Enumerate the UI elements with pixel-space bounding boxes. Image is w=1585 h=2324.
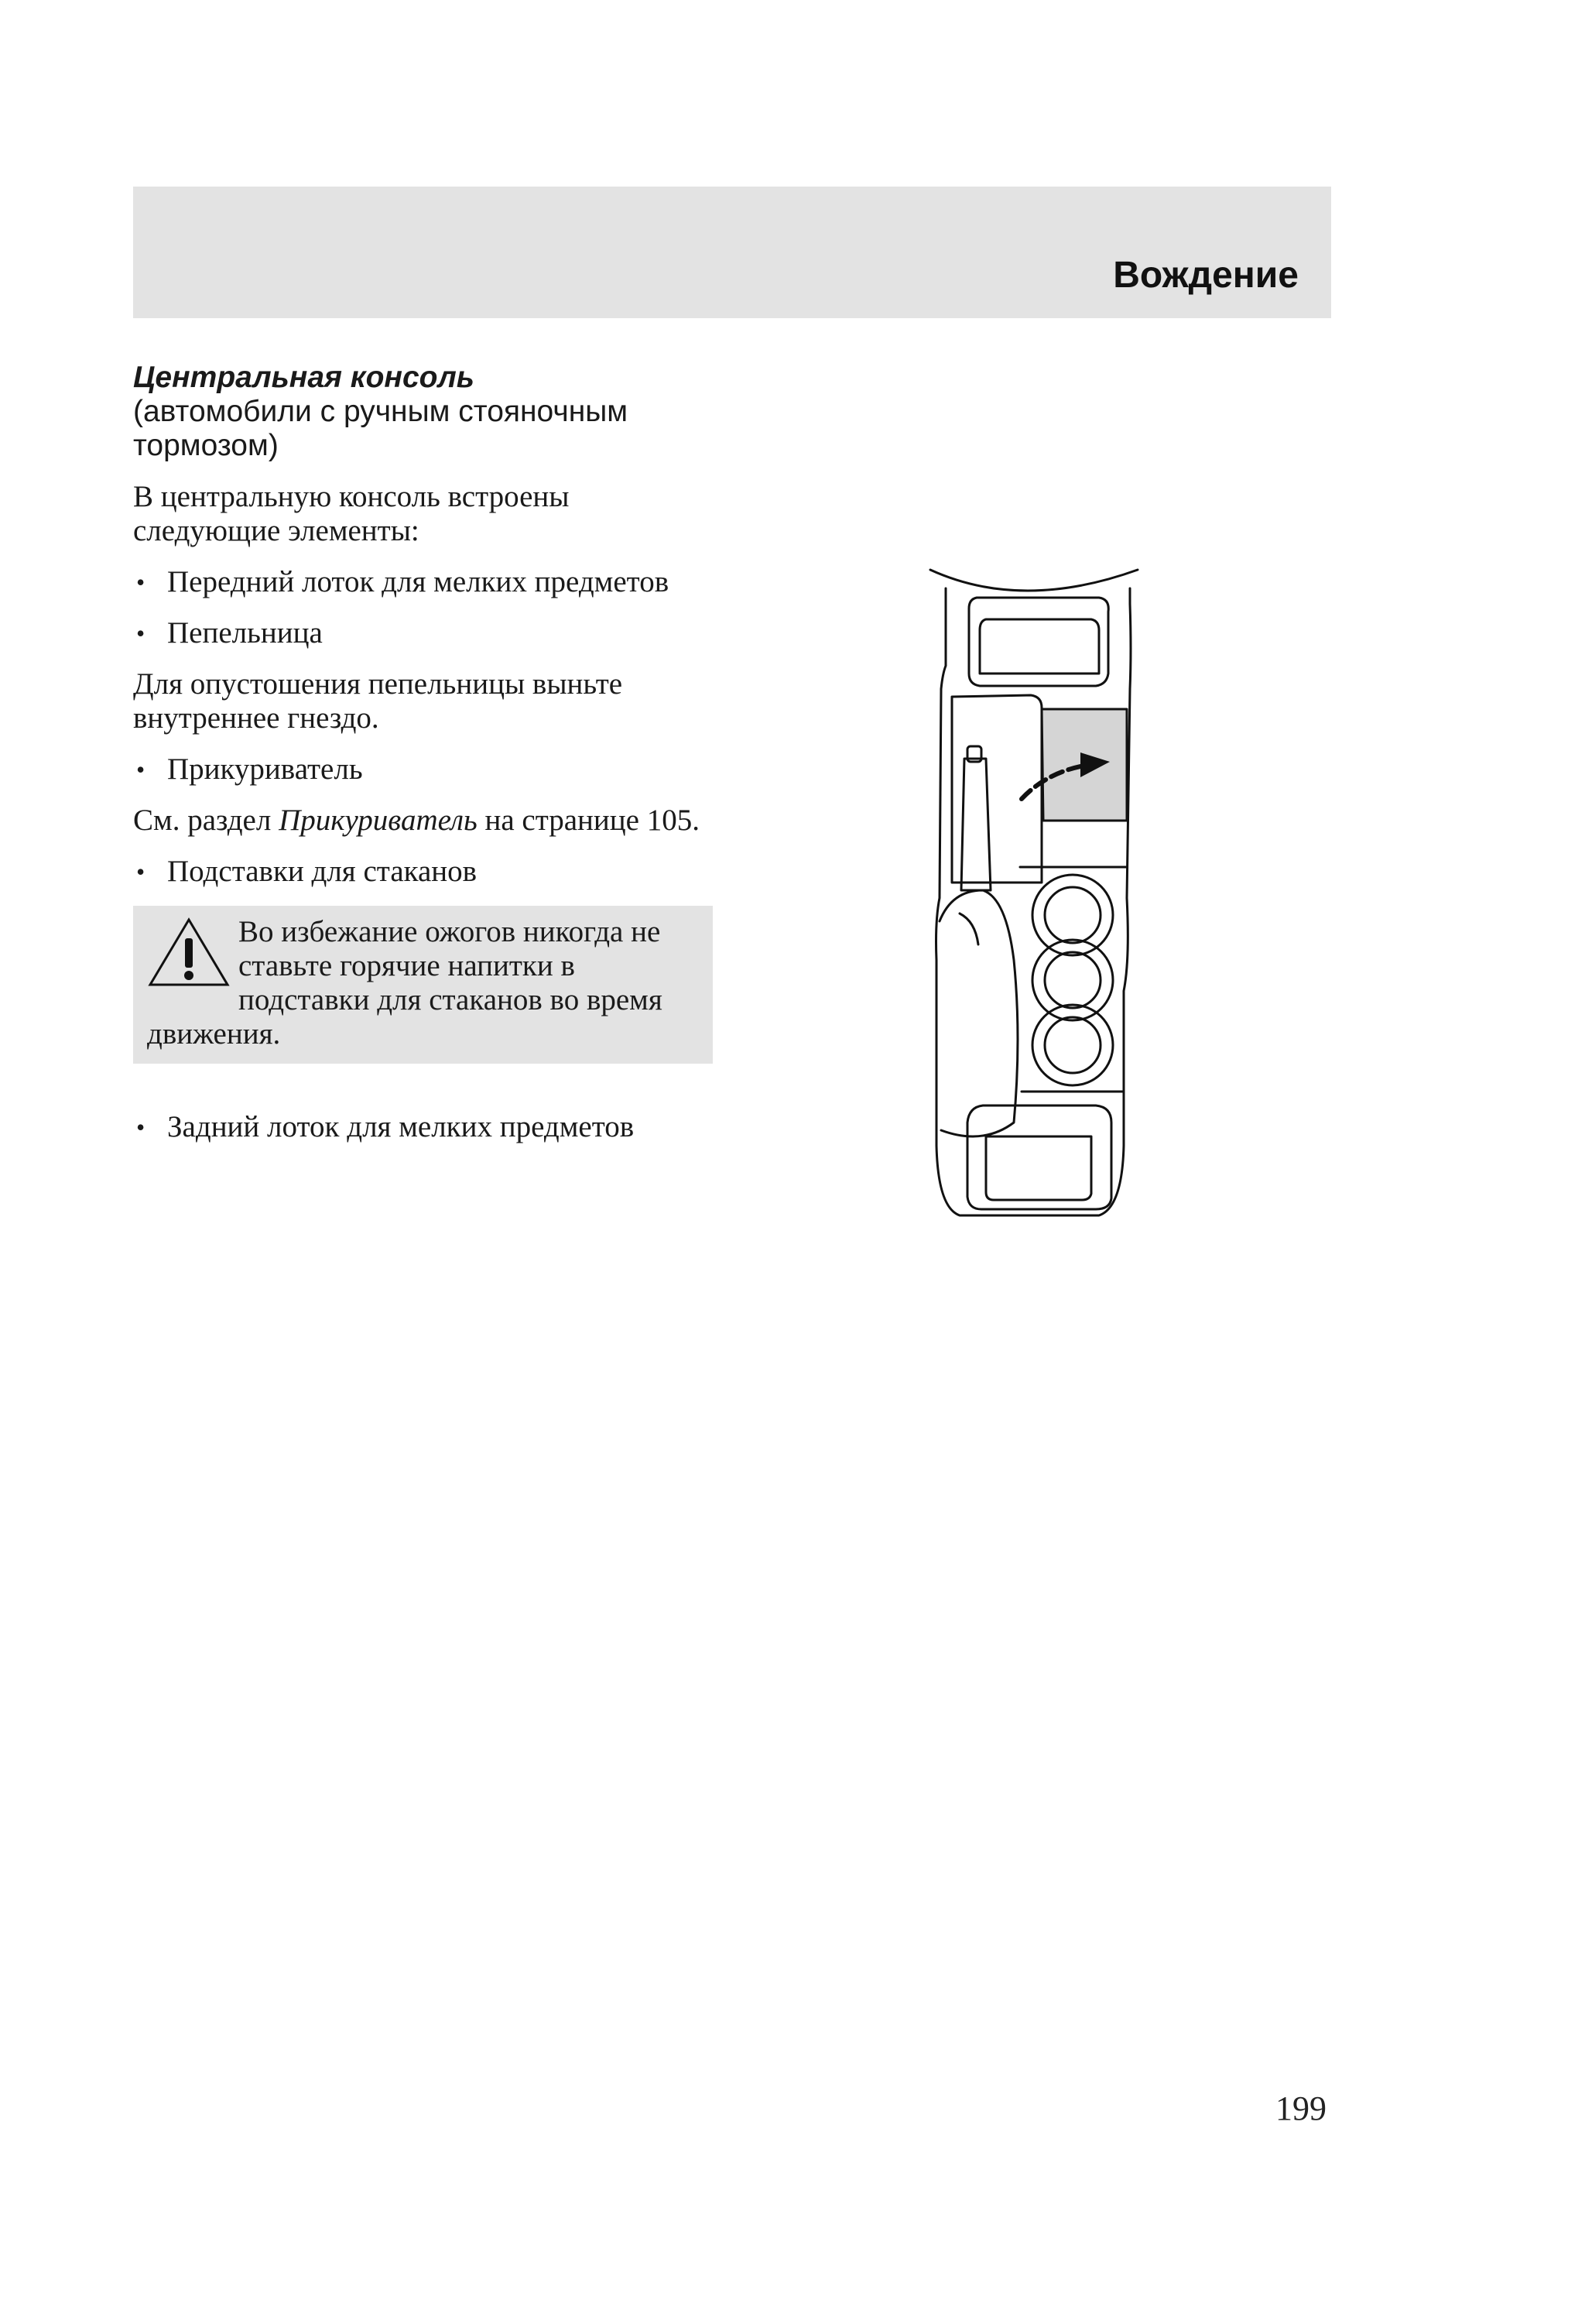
list-item — [133, 565, 721, 599]
list-item — [133, 1110, 721, 1144]
list-item — [133, 616, 721, 650]
bullet-icon: • — [136, 858, 145, 886]
list-item — [133, 855, 721, 889]
subheading-title: Центральная консоль — [133, 361, 474, 394]
list-item-text: Пепельница — [167, 616, 323, 650]
main-content — [133, 361, 721, 1161]
page-number: 199 — [1275, 2089, 1327, 2127]
bullet-icon: • — [136, 756, 145, 783]
intro-paragraph: В центральную консоль встроены следующие элементы: — [133, 480, 570, 547]
bullet-icon: • — [136, 1113, 145, 1141]
list-item-text: Подставки для стаканов — [167, 855, 478, 888]
warning-text: Во избежание ожогов никогда не ставьте горячие напитки в подставки для стаканов во время движения. — [147, 915, 662, 1051]
cross-reference-prefix: См. раздел — [133, 804, 279, 837]
subheading — [133, 361, 721, 463]
bullet-icon: • — [136, 619, 145, 647]
warning-triangle-icon — [147, 917, 231, 988]
cross-reference-suffix: на странице 105. — [477, 804, 700, 837]
header-band — [133, 187, 1331, 318]
cross-reference — [133, 804, 721, 838]
ashtray-note: Для опустошения пепельницы выньте внутреннее гнездо. — [133, 667, 623, 735]
list-item-text: Прикуриватель — [167, 752, 363, 786]
list-item-text: Задний лоток для мелких предметов — [167, 1110, 635, 1143]
section-title: Вождение — [1113, 255, 1299, 296]
warning-box — [133, 906, 713, 1064]
center-console-illustration — [905, 557, 1169, 1223]
list-item-text: Передний лоток для мелких предметов — [167, 565, 669, 598]
cross-reference-link: Прикуриватель — [279, 804, 478, 837]
bullet-icon: • — [136, 568, 145, 596]
list-item — [133, 752, 721, 787]
subheading-note: (автомобили с ручным стояночным тормозом) — [133, 395, 628, 462]
